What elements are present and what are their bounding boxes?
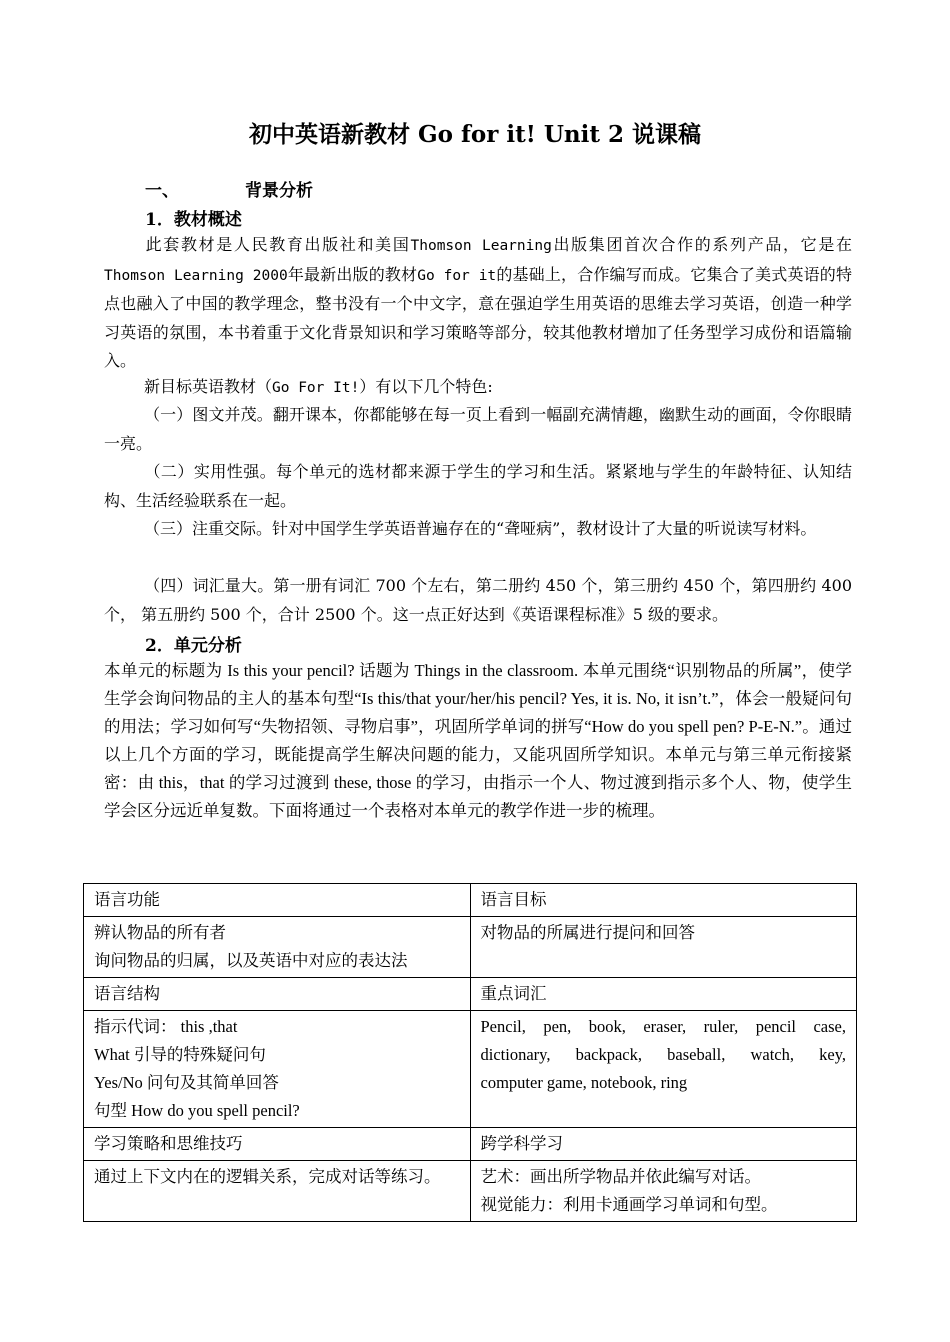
cell-line: 指示代词： this ,that — [94, 1017, 238, 1036]
text-span: 年最新出版的教材 — [287, 264, 418, 284]
table-row — [84, 1128, 857, 1161]
text-span: Go for it — [417, 267, 497, 284]
text-span: ）有以下几个特色: — [359, 377, 493, 396]
feature-item-1 — [104, 401, 852, 458]
cell-line: computer game, notebook, ring — [480, 1073, 688, 1092]
text-span: Thomson Learning 2000 — [104, 267, 288, 284]
section-label: 背景分析 — [245, 181, 313, 201]
cell-line: Yes/No 问句及其简单回答 — [94, 1073, 279, 1092]
table-row — [84, 1161, 857, 1222]
table-row — [84, 1011, 857, 1128]
text-span: 新目标英语教材（ — [144, 377, 273, 396]
text-span: Thomson Learning — [410, 238, 552, 254]
table-cell — [470, 1161, 857, 1222]
feature-text: （二）实用性强。每个单元的选材都来源于学生的学习和生活。紧紧地与学生的年龄特征、认知结构、生活经验联系在一起。 — [104, 462, 852, 510]
cell-line: What 引导的特殊疑问句 — [94, 1045, 266, 1064]
table-header-cell: 重点词汇 — [470, 978, 857, 1011]
feature-item-3 — [104, 515, 852, 544]
cell-line: 询问物品的归属，以及英语中对应的表达法 — [94, 951, 408, 970]
text-span: 出版集团首次合作的系列产品，它是在 — [551, 235, 852, 254]
table-row — [84, 917, 857, 978]
subheading-unit-analysis: 2．单元分析 — [145, 636, 242, 656]
table-cell — [84, 917, 471, 978]
table-cell — [470, 1011, 857, 1128]
section-heading-background — [145, 176, 313, 201]
text-span: Go For It! — [272, 380, 360, 396]
text-span: 此套教材是人民教育出版社和美国 — [144, 235, 411, 254]
table-header-cell: 跨学科学习 — [470, 1128, 857, 1161]
table-cell: 对物品的所属进行提问和回答 — [470, 917, 857, 978]
page-title: 初中英语新教材 Go for it! Unit 2 说课稿 — [249, 121, 701, 148]
table-cell — [84, 1011, 471, 1128]
cell-line: 视觉能力：利用卡通画学习单词和句型。 — [480, 1195, 778, 1214]
paragraph-textbook-intro — [104, 231, 852, 376]
feature-text: （一）图文并茂。翻开课本，你都能够在每一页上看到一幅副充满情趣，幽默生动的画面，令你眼睛一亮。 — [104, 405, 852, 453]
cell-line: 辨认物品的所有者 — [94, 923, 226, 942]
feature-item-4 — [104, 572, 852, 629]
section-number: 一、 — [145, 181, 179, 201]
cell-line: Pencil, pen, book, eraser, ruler, pencil case, — [480, 1017, 846, 1036]
feature-text: （三）注重交际。针对中国学生学英语普遍存在的“聋哑病”，教材设计了大量的听说读写材料。 — [144, 519, 817, 538]
table-header-cell: 语言功能 — [84, 884, 471, 917]
table-header-cell: 学习策略和思维技巧 — [84, 1128, 471, 1161]
table-row — [84, 978, 857, 1011]
paragraph-unit-analysis: 本单元的标题为 Is this your pencil? 话题为 Things in the classroom. 本单元围绕“识别物品的所属”，使学生学会询问物品的主人的基本句型“Is this/that your/her/his pencil? Yes, it is. No, it isn’t.”，体会一般疑问句的用法；学习如何写“失物招领、寻物启事”，巩固所学单词的拼写“How do you spell pen? P-E-N.”。通过以上几个方面的学习，既能提高学生解决问题的能力，又能巩固所学知识。本单元与第三单元衔接紧密：由 this，that 的学习过渡到 these, those 的学习，由指示一个人、物过渡到指示多个人、物，使学生学会区分远近单复数。下面将通过一个表格对本单元的教学作进一步的梳理。 — [104, 661, 852, 820]
paragraph-features-intro — [104, 373, 852, 403]
text-span: 的基础上，合作编写而成。它集合了美式英语的特点也融入了中国的教学理念，整书没有一个中文字，意在强迫学生用英语的思维去学习英语，创造一种学习英语的氛围，本书着重于文化背景知识和学习策略等部分，较其他教材增加了任务型学习成份和语篇输入。 — [104, 264, 852, 370]
cell-line: 艺术：画出所学物品并依此编写对话。 — [480, 1167, 761, 1186]
cell-line: dictionary, backpack, baseball, watch, key, — [480, 1045, 846, 1064]
table-row — [84, 884, 857, 917]
table-header-cell: 语言结构 — [84, 978, 471, 1011]
feature-text: （四）词汇量大。第一册有词汇 700 个左右，第二册约 450 个，第三册约 450 个，第四册约 400 个， 第五册约 500 个，合计 2500 个。这一点正好达到《英语课程标准》5 级的要求。 — [104, 576, 852, 624]
subheading-textbook-overview: 1．教材概述 — [145, 210, 242, 230]
unit-overview-table — [83, 883, 857, 1222]
table-header-cell: 语言目标 — [470, 884, 857, 917]
table-cell: 通过上下文内在的逻辑关系，完成对话等练习。 — [84, 1161, 471, 1222]
feature-item-2 — [104, 458, 852, 515]
cell-line: 句型 How do you spell pencil? — [94, 1101, 300, 1120]
